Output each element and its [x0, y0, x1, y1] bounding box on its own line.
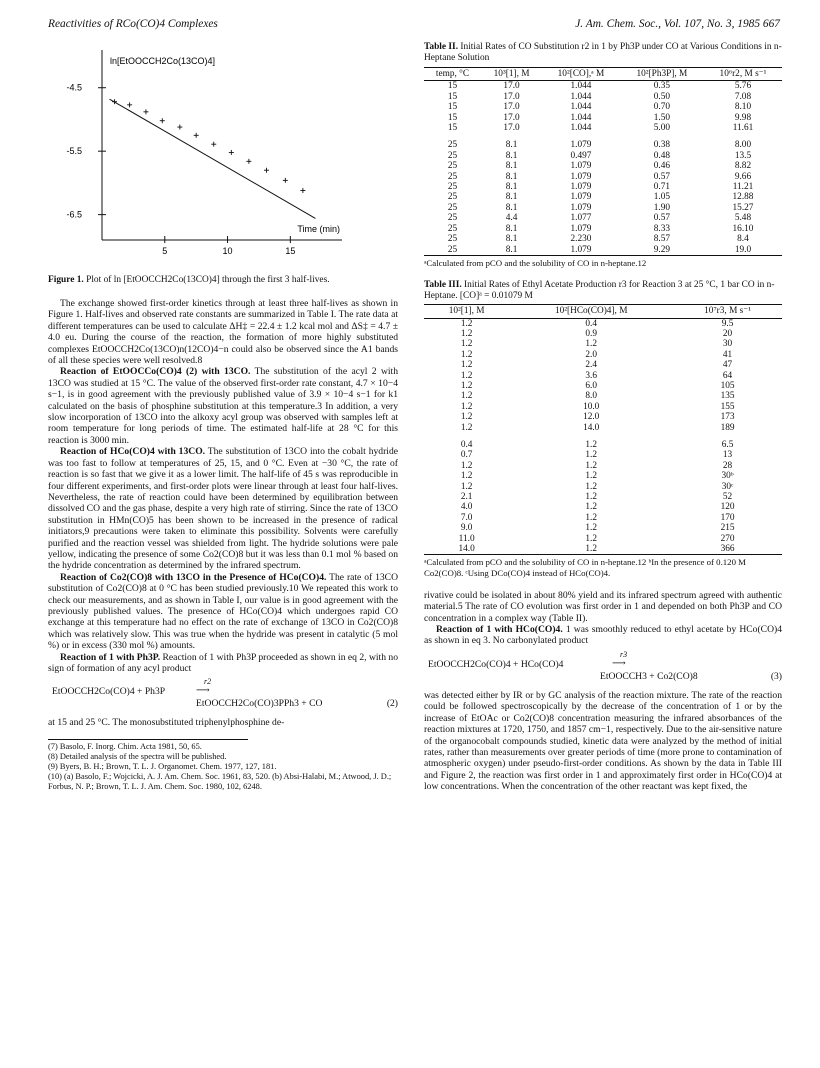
table-2-cell: 16.10 [732, 223, 754, 234]
table-3-footnote: ᵃCalculated from pCO and the solubility of CO in n-heptane.12 ᵇIn the presence of 0.120 M Co2(CO)8. ᶜUsing DCo(CO)4 instead of HCo(CO)4. [424, 557, 746, 578]
table-3-cell: 2.4 [585, 360, 598, 371]
table-2-cell: 8.1 [505, 171, 518, 182]
table-3-row [424, 391, 782, 401]
table-2-cell: 0.46 [653, 161, 671, 172]
table-2-cell: 8.1 [505, 182, 518, 193]
table-2-cell: 0.57 [653, 213, 671, 224]
table-2-cell: 9.66 [734, 171, 752, 182]
eq3-number: (3) [770, 670, 782, 682]
table-2-cell: 0.50 [653, 91, 671, 102]
table-2-row [424, 182, 782, 192]
table-3-row [424, 450, 782, 460]
table-2-cell: 15 [447, 123, 458, 134]
right-body-text [424, 590, 782, 647]
table-2-cell: 1.077 [570, 213, 592, 224]
table-2-row [424, 172, 782, 182]
table-2-cell: 11.21 [732, 182, 754, 193]
right-paragraph: Reaction of 1 with HCo(CO)4. 1 was smoothly reduced to ethyl acetate by HCo(CO)4 as shown in eq 3. No carbonylated product [424, 624, 782, 647]
table-2-cell: 15 [447, 102, 458, 113]
table-2-row [424, 245, 782, 256]
table-2-cell: 25 [447, 192, 458, 203]
table-3-row [424, 381, 782, 391]
eq2-arrow-label: r2 [204, 677, 212, 687]
table-3-cell: 1.2 [460, 422, 473, 433]
table-2-cell: 17.0 [503, 91, 520, 102]
x-axis-label: Time (min) [297, 224, 340, 234]
table-2-cell: 0.497 [570, 150, 592, 161]
table-3-row [424, 433, 782, 450]
table-2-cell: 7.08 [734, 91, 752, 102]
table-2-cell: 1.079 [570, 223, 592, 234]
table-3-cell: 1.2 [460, 391, 473, 402]
table-3-cell: 14.0 [583, 422, 600, 433]
table-3-cell: 155 [720, 401, 735, 412]
table-3-cell: 135 [720, 391, 735, 402]
table-2-cell: 1.079 [570, 161, 592, 172]
table-2-column-header: 10⁶r2, M s⁻¹ [704, 68, 782, 81]
left-after-equation: at 15 and 25 °C. The monosubstituted triphenylphosphine de- [48, 717, 285, 729]
table-3-row [424, 482, 782, 492]
table-3-cell: 30ᵇ [721, 471, 734, 482]
table-2-cell: 8.57 [653, 234, 671, 245]
table-3-cell: 10.0 [583, 401, 600, 412]
table-2-cell: 0.70 [653, 102, 671, 113]
left-paragraph: Reaction of Co2(CO)8 with 13CO in the Presence of HCo(CO)4. The rate of 13CO substitution of Co2(CO)8 at 0 °C has been studied previously.10 We repeated this work to check our measurements, and as shown in Table I, our value is in good agreement with the previously published values. The presence of HCo(CO)4 which undergoes rapid CO exchange at this temperature had no effect on the rate of exchange of 13CO in Co2(CO)8 which was relatively slow. This was true when the hydride was present in catalytic (5 mol %) or in excess (330 mol %) amounts. [48, 571, 399, 652]
table-3-row [424, 513, 782, 523]
left-paragraph: Reaction of 1 with Ph3P. Reaction of 1 with Ph3P proceeded as shown in eq 2, with no sign of formation of any acyl product [48, 651, 398, 674]
table-2-cell: 25 [447, 140, 458, 151]
left-paragraph: The exchange showed first-order kinetics through at least three half-lives as shown in Figure 1. Half-lives and observed rate constants are summarized in Table I. The rate data at different temperatures can be used to calculate ΔH‡ = 22.4 ± 1.2 kcal mol and ΔS‡ = 4.7 ± 4.0 eu. During the course of the reaction, the formation of more highly substituted complexes EtOOCCH2Co(13CO)n(12CO)4−n could also be observed since the A1 bands of all these species were well resolved.8 [48, 298, 398, 367]
table-2-caption-text: Initial Rates of CO Substitution r2 in 1 by Ph3P under CO at Various Conditions in n-Heptane Solution [424, 42, 782, 63]
x-tick-label: 15 [285, 246, 296, 256]
table-2-row [424, 224, 782, 234]
table-3-row [424, 423, 782, 433]
table-2-cell: 25 [447, 213, 458, 224]
right-after-equation: was detected either by IR or by GC analysis of the reaction mixture. The rate of the reaction could be followed spectroscopically by the decrease of the concentration of 1 or by the increase of EtOAc or Co2(CO)8 concentration measuring the infrared absorbances of the reaction mixtures at 1720, 1750, and 1857 cm−1, respectively. Due to the air-sensitive nature of the organocobalt compounds studied, kinetic data were analyzed by the method of initial rates, rather than measurements over greater periods of time (more prone to contamination of atmospheric oxygen) under pseudo-first-order conditions. As shown by the data in Table III and Figure 2, the reaction was first order in 1 and approximately first order in HCo(CO)4 at low concentrations. When the concentration of the other reactant was kept fixed, the [424, 689, 782, 793]
table-2-caption-label: Table II. [424, 42, 459, 52]
table-3-cell: 1.2 [585, 439, 598, 450]
eq3-arrow-label: r3 [620, 649, 628, 659]
table-3-cell: 7.0 [460, 512, 473, 523]
table-3-cell: 0.4 [585, 318, 598, 329]
table-3-cell: 173 [720, 412, 735, 423]
reference-item: (8) Detailed analysis of the spectra will be published. [48, 751, 227, 761]
table-3-cell: 28 [722, 460, 733, 471]
table-2-cell: 1.90 [653, 202, 671, 213]
table-3-cell: 366 [673, 544, 782, 555]
table-3-row [424, 544, 782, 555]
table-3-cell: 1.2 [460, 481, 473, 492]
table-2-row [424, 123, 782, 133]
table-3-row [424, 402, 782, 412]
table-3-cell: 1.2 [460, 471, 473, 482]
table-3-cell: 4.0 [460, 502, 473, 513]
figure-1-caption [48, 275, 398, 286]
reference-item: (9) Byers, B. H.; Brown, T. L. J. Organomet. Chem. 1977, 127, 181. [48, 761, 277, 771]
table-2-cell: 5.48 [734, 213, 752, 224]
left-paragraph: Reaction of EtOOCCo(CO)4 (2) with 13CO. The substitution of the acyl 2 with 13CO was studied at 15 °C. The value of the observed first-order rate constant, 4.7 × 10−4 s−1, is in good agreement with the previously published value of 3.9 × 10−4 s−1 for k1 calculated on the basis of phosphine substitution at this temperature.3 In addition, a very slow incorporation of 13CO into the alkoxy acyl group was observed with samples left at room temperature for long periods of time. The estimated half-life at 28 °C for this reaction is 3000 min. [48, 366, 398, 446]
table-3-caption-text: Initial Rates of Ethyl Acetate Production r3 for Reaction 3 at 25 °C, 1 bar CO in n-Heptane. [CO]ᵃ = 0.01079 M [424, 280, 775, 302]
table-3-caption [424, 280, 782, 302]
table-3-row [424, 523, 782, 533]
eq2-arrow: ⟶ [196, 685, 210, 697]
table-2-cell: 8.1 [481, 245, 542, 256]
table-2-cell: 17.0 [503, 81, 520, 92]
table-2-row [424, 213, 782, 223]
x-tick-label: 10 [222, 246, 233, 256]
table-3-cell: 13 [722, 450, 733, 461]
table-3-cell: 1.2 [460, 380, 473, 391]
table-2-cell: 25 [447, 161, 458, 172]
table-3-cell: 6.0 [585, 380, 598, 391]
table-2-cell: 1.079 [542, 245, 620, 256]
table-3-cell: 1.2 [460, 318, 473, 329]
table-2-cell: 8.82 [734, 161, 752, 172]
table-3-cell: 1.2 [460, 370, 473, 381]
table-3-cell: 1.2 [585, 512, 598, 523]
table-2-cell: 1.079 [570, 202, 592, 213]
y-tick-label: -6.5 [66, 209, 82, 220]
fit-line [110, 99, 316, 218]
table-2-cell: 1.05 [653, 192, 671, 203]
table-2-cell: 5.00 [653, 123, 671, 134]
table-3-cell: 170 [720, 512, 735, 523]
table-2-cell: 0.57 [653, 171, 671, 182]
table-2-column-header: 10³[1], M [481, 68, 542, 81]
left-column [48, 42, 398, 792]
table-3-cell: 0.7 [460, 450, 473, 461]
eq3-arrow: ⟶ [612, 657, 626, 669]
table-3 [424, 304, 782, 555]
table-2-cell: 4.4 [505, 213, 518, 224]
table-2-row [424, 92, 782, 102]
table-3-row [424, 371, 782, 381]
table-3-cell: 3.6 [585, 370, 598, 381]
table-3-row [424, 492, 782, 502]
eq2-lhs: EtOOCCH2Co(CO)4 + Ph3P [52, 686, 166, 698]
table-3-row [424, 350, 782, 360]
eq2-number: (2) [386, 698, 398, 710]
table-2-cell: 25 [447, 150, 458, 161]
table-3-cell: 1.2 [460, 339, 473, 350]
table-2-cell: 8.33 [653, 223, 671, 234]
table-3-cell: 1.2 [460, 460, 473, 471]
table-3-cell: 41 [722, 349, 733, 360]
table-3-cell: 1.2 [585, 460, 598, 471]
table-2-cell: 1.079 [570, 140, 592, 151]
table-3-cell: 1.2 [460, 349, 473, 360]
table-3-cell: 1.2 [460, 401, 473, 412]
table-2-row [424, 161, 782, 171]
table-2-row [424, 151, 782, 161]
table-2-cell: 5.76 [734, 81, 752, 92]
table-3-cell: 20 [722, 328, 733, 339]
table-3-column-header: 10²[HCo(CO)4], M [509, 305, 673, 318]
table-2-cell: 8.1 [505, 223, 518, 234]
table-2-cell: 25 [447, 223, 458, 234]
right-paragraph: rivative could be isolated in about 80% yield and its infrared spectrum agreed with authentic material.5 The rate of CO evolution was first order in 1 and depended on both Ph3P and CO concentration in a complex way (Table II). [424, 589, 782, 624]
table-2-cell: 8.1 [505, 161, 518, 172]
table-2-row [424, 234, 782, 244]
table-2-cell: 12.88 [732, 192, 754, 203]
table-2-cell: 15 [447, 81, 458, 92]
table-3-cell: 2.0 [585, 349, 598, 360]
running-header-right: J. Am. Chem. Soc., Vol. 107, No. 3, 1985 667 [575, 18, 780, 30]
table-3-cell: 1.2 [585, 502, 598, 513]
right-column [424, 42, 782, 793]
table-2-cell: 8.10 [734, 102, 752, 113]
reference-item: (10) (a) Basolo, F.; Wojcicki, A. J. Am. Chem. Soc. 1961, 83, 520. (b) Absi-Halabi, M.; Atwood, J. D.; Forbus, N. P.; Brown, T. L. J. Am. Chem. Soc. 1980, 102, 6248. [48, 771, 392, 791]
table-2-row [424, 81, 782, 92]
table-2-cell: 1.044 [570, 112, 592, 123]
reference-list [48, 742, 398, 792]
table-2-cell: 19.0 [704, 245, 782, 256]
table-3-cell: 0.4 [460, 439, 473, 450]
table-3-cell: 2.1 [460, 492, 473, 503]
table-3-cell: 6.5 [721, 439, 734, 450]
table-2-cell: 25 [447, 171, 458, 182]
table-3-cell: 215 [720, 523, 735, 534]
table-3-cell: 30ᶜ [721, 481, 734, 492]
table-2-cell: 17.0 [503, 123, 520, 134]
table-3-cell: 120 [720, 502, 735, 513]
left-paragraph: Reaction of HCo(CO)4 with 13CO. The substitution of 13CO into the cobalt hydride was too fast to follow at temperatures of 25, 15, and 0 °C. Even at −30 °C, the rate of reaction is so fast that we give it as a lower limit. The half-life of 45 s was reproducible in four different experiments, and first-order plots were linear through at least four half-lives. Nevertheless, the rate of reaction could have been determined by equilibration between dissolved CO and the gas phase, despite a very high rate of stirring. Since the rate of 13CO substitution in HMn(CO)5 has been shown to be increased in the presence of radical initiators,9 precautions were taken to eliminate this possibility. Solvents were carefully purified and the reaction vessel was shielded from light. The hydride solutions were pale yellow, indicating the presence of some Co2(CO)8 but it was less than 0.1 mol % based on the hydride concentration as determined by the infrared spectrum. [48, 446, 399, 572]
table-2-cell: 1.044 [570, 81, 592, 92]
y-tick-label: -4.5 [66, 82, 82, 93]
table-3-cell: 1.2 [460, 328, 473, 339]
eq3-rhs: EtOOCCH3 + Co2(CO)8 [600, 670, 698, 682]
table-2-cell: 1.079 [570, 192, 592, 203]
table-2-cell: 8.4 [737, 234, 749, 245]
table-3-row [424, 471, 782, 481]
table-2-cell: 8.1 [505, 150, 518, 161]
x-tick-label: 5 [162, 246, 168, 256]
table-3-row [424, 318, 782, 329]
table-2-cell: 8.1 [505, 234, 518, 245]
table-2-cell: 8.00 [734, 140, 752, 151]
table-2-caption [424, 42, 782, 64]
table-2-cell: 15 [447, 91, 458, 102]
y-axis-label: ln[EtOOCCH2Co(13CO)4] [110, 56, 216, 66]
table-2-row [424, 102, 782, 112]
table-3-cell: 105 [720, 380, 735, 391]
table-2-cell: 0.71 [653, 182, 671, 193]
running-header-left: Reactivities of RCo(CO)4 Complexes [48, 18, 218, 30]
table-3-cell: 1.2 [585, 450, 598, 461]
table-3-cell: 1.2 [585, 533, 598, 544]
table-3-cell: 52 [722, 492, 733, 503]
table-2-cell: 1.044 [570, 91, 592, 102]
table-3-row [424, 502, 782, 512]
table-3-cell: 1.2 [460, 360, 473, 371]
table-3-cell: 8.0 [585, 391, 598, 402]
table-2-cell: 13.5 [734, 150, 752, 161]
table-2-footnote: ᵃCalculated from pCO and the solubility of CO in n-heptane.12 [424, 257, 647, 268]
table-2-cell: 0.38 [653, 140, 671, 151]
table-3-row [424, 329, 782, 339]
table-3-cell: 47 [722, 360, 733, 371]
table-2-cell: 1.50 [653, 112, 671, 123]
table-3-row [424, 412, 782, 422]
table-3-row [424, 339, 782, 349]
left-body-text [48, 298, 398, 674]
table-3-cell: 1.2 [509, 544, 673, 555]
table-2-cell: 25 [424, 245, 481, 256]
table-2-row [424, 113, 782, 123]
table-3-column-header: 10²[1], M [424, 305, 509, 318]
table-2-cell: 1.044 [570, 102, 592, 113]
table-3-cell: 11.0 [458, 533, 475, 544]
table-2-cell: 0.48 [653, 150, 671, 161]
table-3-cell: 12.0 [583, 412, 600, 423]
table-2-row [424, 192, 782, 202]
table-2-cell: 8.1 [505, 140, 518, 151]
reference-item: (7) Basolo, F. Inorg. Chim. Acta 1981, 50, 65. [48, 741, 202, 751]
table-2-cell: 1.079 [570, 182, 592, 193]
equation-2 [48, 677, 398, 714]
table-2-row [424, 133, 782, 150]
table-3-cell: 9.0 [460, 523, 473, 534]
table-2-cell: 1.079 [570, 171, 592, 182]
table-2-row [424, 203, 782, 213]
figure-1-caption-label: Figure 1. [48, 275, 84, 285]
table-3-cell: 1.2 [460, 412, 473, 423]
table-3-row [424, 360, 782, 370]
table-2-cell: 15 [447, 112, 458, 123]
table-2-cell: 25 [447, 202, 458, 213]
table-3-cell: 1.2 [585, 339, 598, 350]
table-2-cell: 15.27 [732, 202, 754, 213]
table-2-column-header: 10²[CO],ᵃ M [542, 68, 620, 81]
table-3-cell: 1.2 [585, 523, 598, 534]
table-3-row [424, 534, 782, 544]
table-3-cell: 0.9 [585, 328, 598, 339]
table-2-cell: 17.0 [503, 112, 520, 123]
table-2-cell: 0.35 [653, 81, 671, 92]
table-2-cell: 2.230 [570, 234, 592, 245]
eq3-lhs: EtOOCCH2Co(CO)4 + HCo(CO)4 [428, 658, 564, 670]
table-3-cell: 9.5 [721, 318, 734, 329]
y-tick-label: -5.5 [66, 146, 82, 157]
table-3-caption-label: Table III. [424, 280, 462, 291]
table-2-cell: 25 [447, 234, 458, 245]
table-3-column-header: 10⁷r3, M s⁻¹ [673, 305, 782, 318]
table-2-cell: 25 [447, 182, 458, 193]
equation-3 [424, 649, 782, 687]
eq2-rhs: EtOOCCH2Co(CO)3PPh3 + CO [196, 698, 323, 710]
figure-1-caption-text: Plot of ln [EtOOCCH2Co(13CO)4] through the first 3 half-lives. [86, 275, 330, 285]
table-3-cell: 64 [722, 370, 733, 381]
table-2-cell: 11.61 [732, 123, 754, 134]
table-3-cell: 14.0 [424, 544, 509, 555]
table-3-cell: 1.2 [585, 492, 598, 503]
table-2-column-header: temp, °C [424, 68, 481, 81]
table-3-cell: 30 [722, 339, 733, 350]
table-2-cell: 9.98 [734, 112, 752, 123]
figure-1-plot [48, 42, 398, 268]
table-2-cell: 1.044 [570, 123, 592, 134]
table-3-cell: 1.2 [585, 471, 598, 482]
table-3-cell: 270 [720, 533, 735, 544]
table-2-cell: 8.1 [505, 192, 518, 203]
table-2-column-header: 10²[Ph3P], M [620, 68, 704, 81]
table-2 [424, 67, 782, 256]
table-3-row [424, 461, 782, 471]
table-2-cell: 17.0 [503, 102, 520, 113]
table-3-cell: 1.2 [585, 481, 598, 492]
table-2-cell: 9.29 [620, 245, 704, 256]
table-3-cell: 189 [720, 422, 735, 433]
table-2-cell: 8.1 [505, 202, 518, 213]
